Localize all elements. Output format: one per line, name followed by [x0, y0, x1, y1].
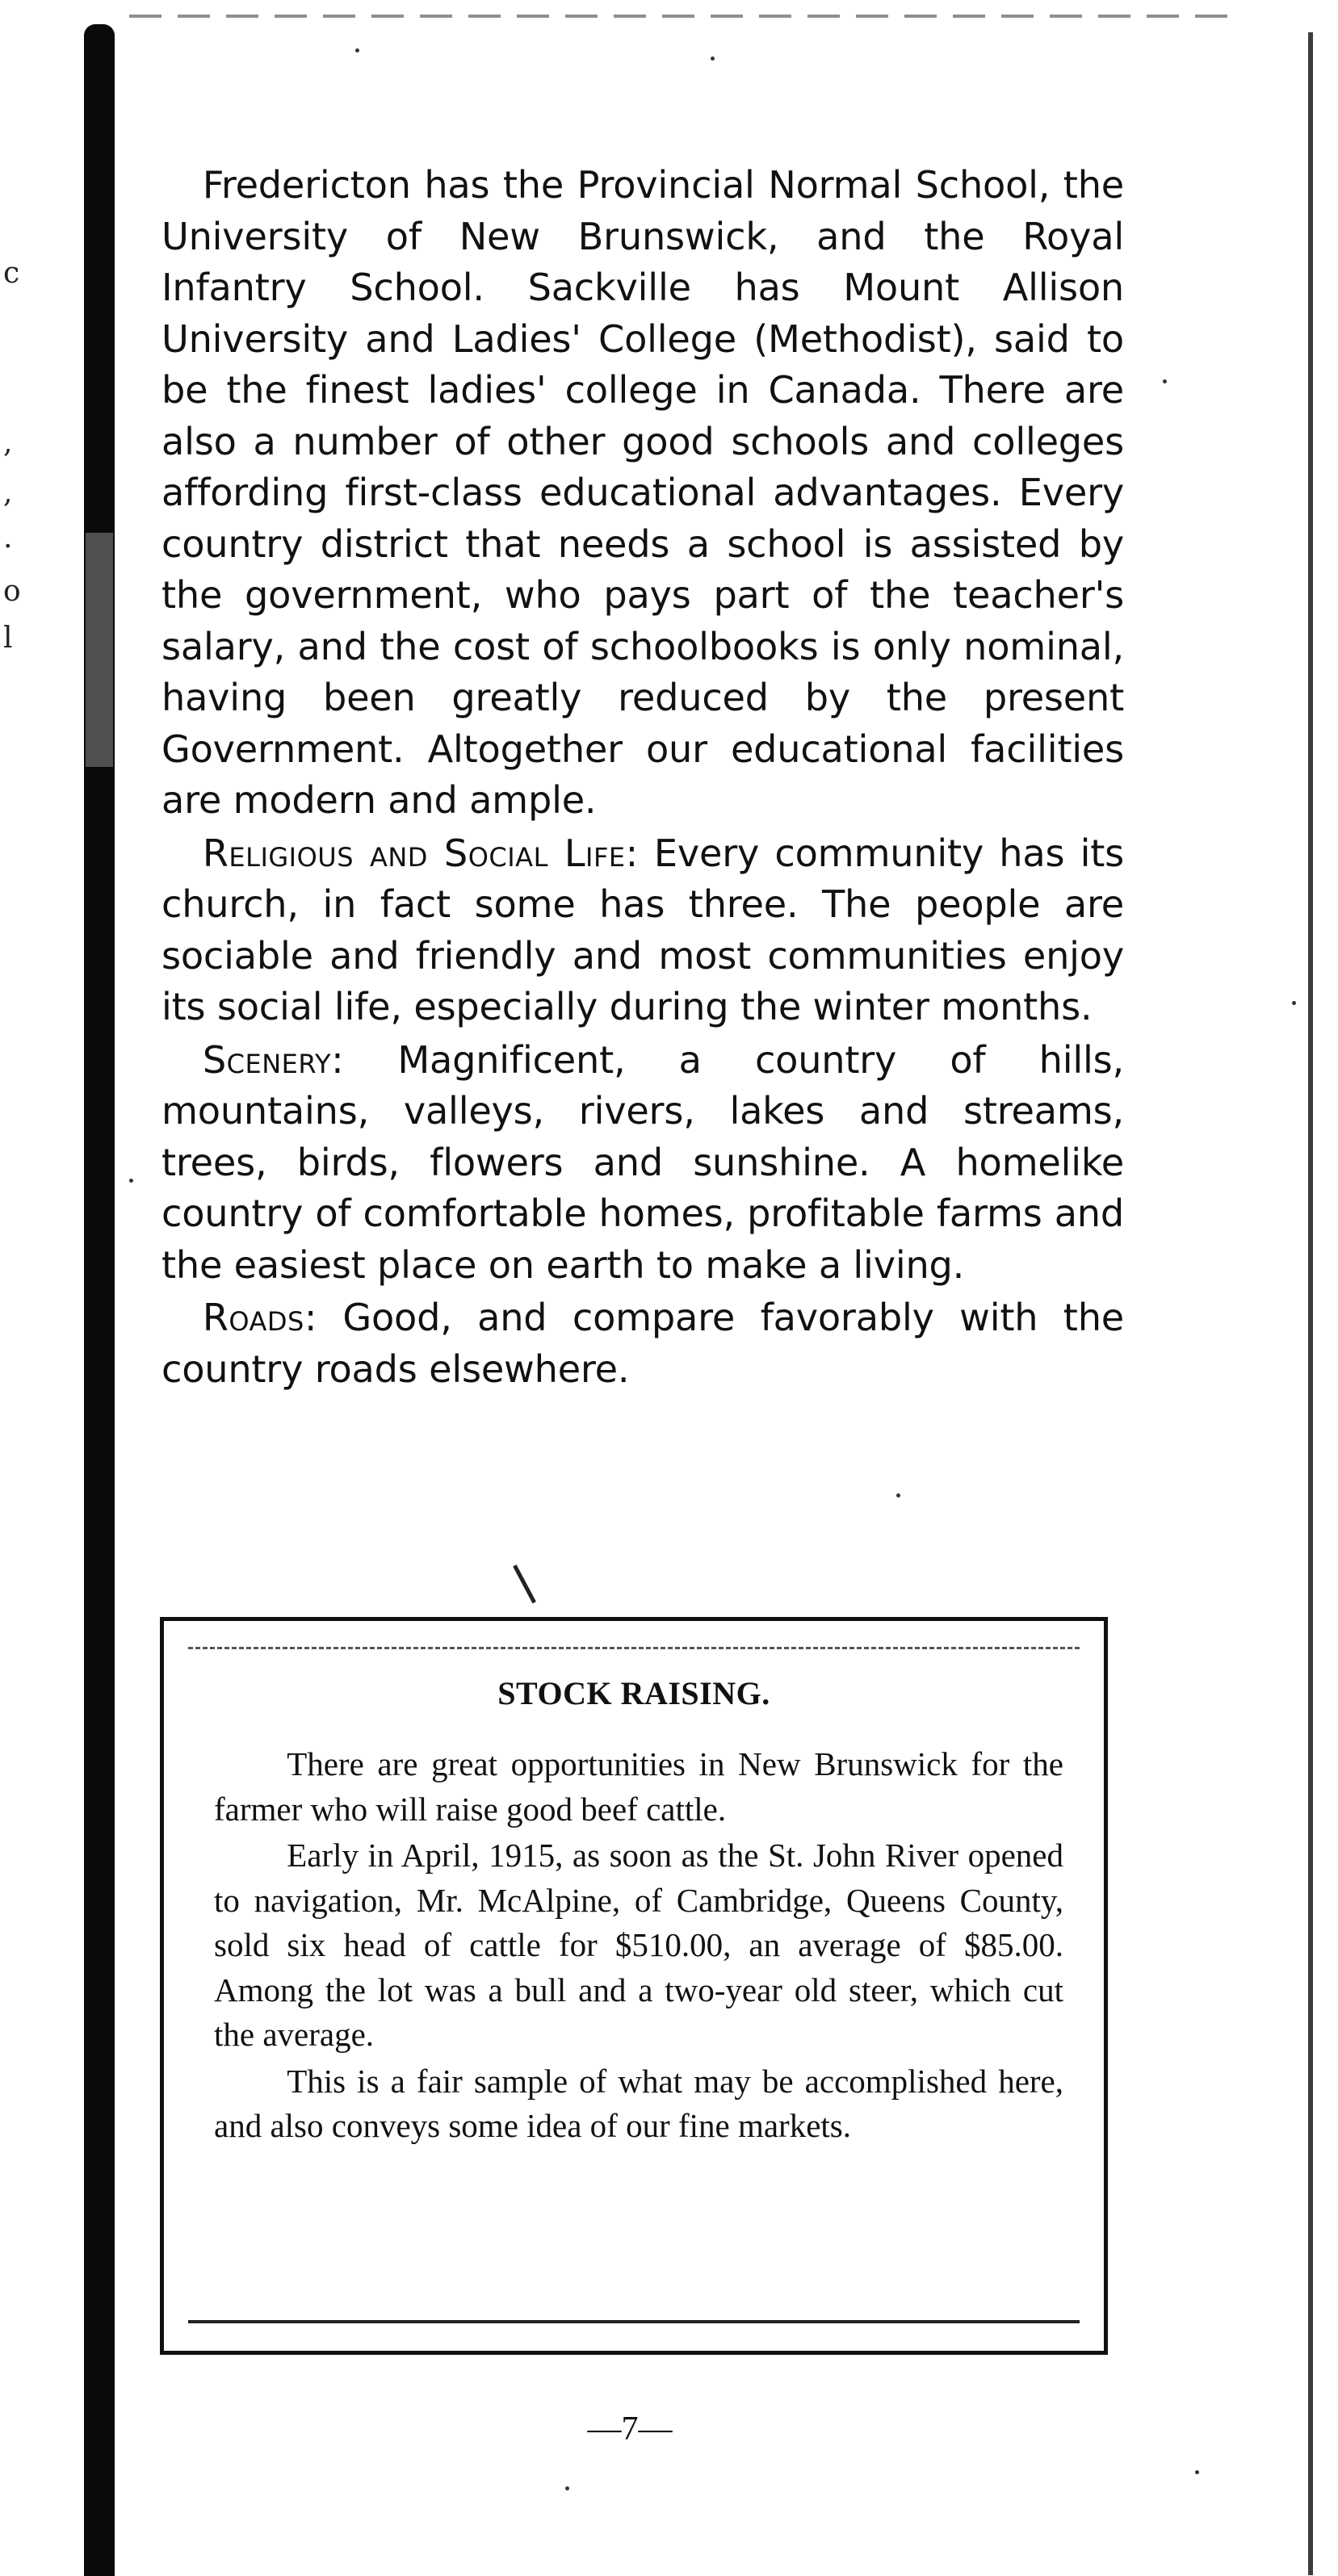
margin-mark: .	[3, 521, 13, 555]
box-bottom-rule	[188, 2320, 1080, 2323]
box-body	[214, 1742, 1063, 2151]
paragraph-text: Every community has its church, in fact some has three. The people are sociable and friendly and most communities enjoy its social life, especially during the winter months.	[161, 831, 1124, 1028]
margin-mark: ,	[3, 426, 13, 459]
paragraph-lead: Scenery:	[202, 1037, 345, 1082]
scan-speck	[565, 2486, 569, 2490]
scan-speck	[896, 1493, 900, 1497]
body-text	[161, 160, 1124, 1397]
paragraph-lead: Religious and Social Life:	[202, 831, 639, 875]
binding-label-strip	[86, 533, 113, 767]
margin-mark: l	[3, 622, 13, 655]
box-paragraph: There are great opportunities in New Brunswick for the farmer who will raise good beef cattle.	[214, 1745, 1063, 1828]
paragraph-lead: Roads:	[202, 1296, 317, 1339]
box-top-rule	[188, 1647, 1080, 1649]
scan-speck	[1163, 379, 1167, 383]
scan-speck	[355, 48, 359, 52]
margin-mark: ,	[3, 476, 13, 509]
margin-mark: o	[3, 575, 21, 608]
paragraph-roads	[161, 1292, 1124, 1395]
page-number: —7—	[587, 2411, 673, 2448]
box-title: STOCK RAISING.	[497, 1675, 770, 1711]
paragraph-scenery	[161, 1035, 1124, 1292]
page-right-edge	[1308, 32, 1313, 2575]
scan-top-rule	[129, 15, 1227, 18]
ink-mark	[513, 1558, 549, 1604]
scan-speck	[711, 57, 715, 61]
stock-raising-box	[160, 1617, 1108, 2355]
margin-mark: c	[3, 257, 20, 290]
box-paragraph: Early in April, 1915, as soon as the St. John River opened to navigation, Mr. McAlpine, of Cambridge, Queens County, sold six head of cattle for $510.00, an average of $85.00. Among the lot was a bull and a two-year old steer, which cut the average.	[214, 1837, 1063, 2053]
scan-speck	[1292, 1001, 1296, 1005]
paragraph-education	[161, 160, 1124, 827]
paragraph-text: Magnificent, a country of hills, mountains, valleys, rivers, lakes and streams, trees, birds, flowers and sunshine. A homelike country of comfortable homes, profitable farms and the easiest place on earth to make a living.	[161, 1037, 1124, 1287]
book-binding-edge	[84, 24, 115, 2576]
scan-speck	[129, 1179, 133, 1183]
box-paragraph: This is a fair sample of what may be accomplished here, and also conveys some idea of our fine markets.	[214, 2062, 1063, 2144]
paragraph-text: Fredericton has the Provincial Normal School, the University of New Brunswick, and the Royal Infantry School. Sackville has Mount Allison University and Ladies' College (Methodist), said to be the finest ladies' college in Canada. There are also a number of other good schools and colleges affording first-class educational advantages. Every country district that needs a school is assisted by the government, who pays part of the teacher's salary, and the cost of schoolbooks is only nominal, having been greatly reduced by the present Government. Altogether our educational facilities are modern and ample.	[161, 163, 1124, 822]
scan-speck	[1195, 2470, 1199, 2474]
paragraph-text: Good, and compare favorably with the country roads elsewhere.	[161, 1296, 1124, 1391]
paragraph-religious-social	[161, 828, 1124, 1033]
